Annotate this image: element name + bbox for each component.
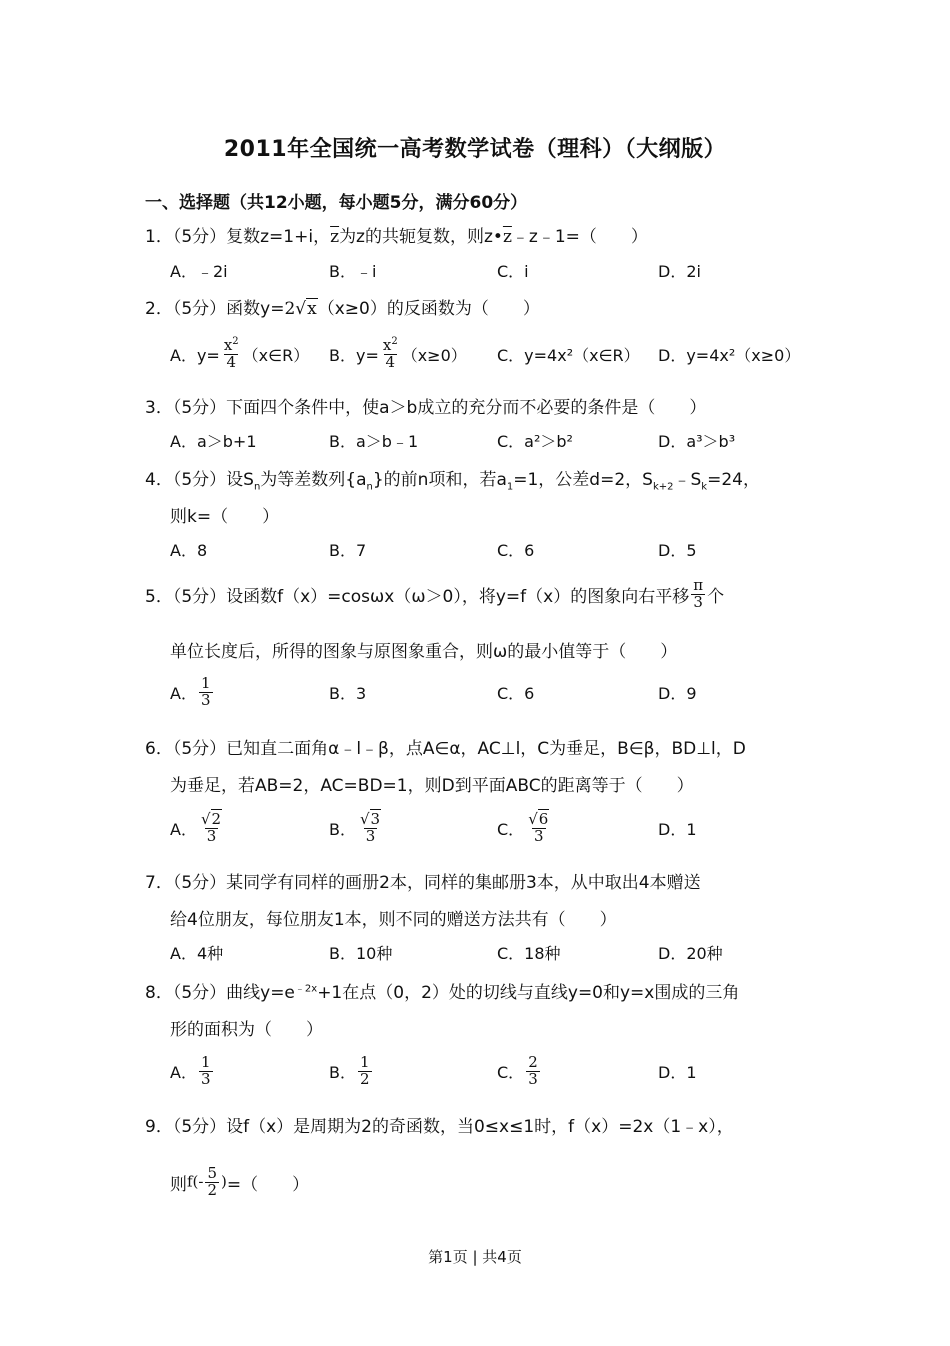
q4-sub-k: k bbox=[701, 481, 708, 493]
q8-option-b-prefix: B． bbox=[329, 1062, 356, 1082]
q4-sub-n: n bbox=[253, 481, 261, 493]
q8-option-a-fraction bbox=[199, 1052, 213, 1088]
question-9: 9．（5分）设f（x）是周期为2的奇函数，当0≤x≤1时，f（x）=2x（1﹣x）， bbox=[145, 1117, 734, 1137]
question-7: 7．（5分）某同学有同样的画册2本，同样的集邮册3本，从中取出4本赠送 bbox=[145, 873, 701, 893]
q2-option-a-denominator: 4 bbox=[226, 353, 237, 371]
question-2 bbox=[145, 294, 540, 319]
q6-option-a-fraction bbox=[199, 809, 224, 845]
q9-function-expression bbox=[187, 1163, 227, 1199]
q5-option-a bbox=[170, 672, 215, 712]
q8-option-b bbox=[329, 1051, 374, 1091]
q5-option-d: D．9 bbox=[658, 683, 697, 703]
q8-option-c-denominator: 3 bbox=[528, 1069, 538, 1088]
q9-f-close: ) bbox=[221, 1172, 227, 1190]
q2-option-b-domain: （x≥0） bbox=[401, 345, 467, 365]
q5-text-b: 个 bbox=[707, 586, 725, 607]
q1-option-d: D．2i bbox=[658, 261, 701, 281]
q8-option-b-fraction bbox=[358, 1052, 372, 1088]
q8-text-a: 8．（5分）曲线y=e bbox=[145, 983, 295, 1003]
q3-option-c: C．a²＞b² bbox=[497, 431, 573, 451]
q6-option-c-radicand: 6 bbox=[538, 809, 549, 828]
q5-fraction-pi-over-3 bbox=[691, 575, 705, 611]
question-3: 3．（5分）下面四个条件中，使a＞b成立的充分而不必要的条件是（ ） bbox=[145, 398, 707, 418]
q7-option-b: B．10种 bbox=[329, 943, 393, 963]
question-4 bbox=[145, 465, 760, 492]
exam-title: 2011年全国统一高考数学试卷（理科）（大纲版） bbox=[223, 137, 727, 162]
q2-option-a-exponent: 2 bbox=[232, 336, 239, 348]
q1-text-a: 1．（5分）复数z=1+i， bbox=[145, 227, 331, 247]
q2-option-a-domain: （x∈R） bbox=[242, 345, 310, 365]
q5-option-a-numerator: 1 bbox=[200, 673, 211, 692]
q6-option-c bbox=[497, 808, 553, 848]
q2-option-b bbox=[329, 334, 467, 374]
q8-option-b-numerator: 1 bbox=[359, 1052, 370, 1071]
q5-option-c: C．6 bbox=[497, 683, 535, 703]
q9-line-2 bbox=[170, 1162, 309, 1202]
q4-sub-k2: k+2 bbox=[652, 481, 674, 493]
q2-option-a-prefix: A．y= bbox=[170, 345, 220, 365]
q2-option-b-fraction bbox=[381, 337, 400, 371]
q8-option-b-denominator: 2 bbox=[359, 1069, 370, 1088]
q9-fraction-numerator: 5 bbox=[207, 1163, 218, 1182]
q6-option-c-fraction bbox=[526, 809, 551, 845]
q4-option-c: C．6 bbox=[497, 540, 535, 560]
q3-options bbox=[170, 420, 810, 460]
q2-radicand: x bbox=[307, 299, 317, 319]
q7-line-2: 给4位朋友，每位朋友1本，则不同的赠送方法共有（ ） bbox=[170, 910, 617, 930]
q1-option-b: B．﹣i bbox=[329, 261, 377, 281]
q5-option-a-denominator: 3 bbox=[200, 690, 211, 709]
q8-option-a-numerator: 1 bbox=[200, 1052, 211, 1071]
q2-text-a: 2．（5分）函数y= bbox=[145, 299, 285, 319]
question-1 bbox=[145, 222, 648, 247]
q6-options bbox=[170, 808, 810, 848]
q1-conjugate-z-2: $\overline{z}$ bbox=[502, 227, 512, 247]
q7-options bbox=[170, 932, 810, 972]
q5-options bbox=[170, 672, 810, 712]
q8-option-c-fraction bbox=[526, 1052, 540, 1088]
q6-option-a bbox=[170, 808, 226, 848]
q3-option-a: A．a＞b+1 bbox=[170, 431, 257, 451]
q6-option-a-prefix: A． bbox=[170, 819, 197, 839]
q2-text-b: （x≥0）的反函数为（ ） bbox=[317, 299, 540, 319]
q4-sub-n-2: n bbox=[366, 481, 373, 493]
q6-option-c-prefix: C． bbox=[497, 819, 525, 839]
q7-option-c: C．18种 bbox=[497, 943, 561, 963]
q1-text-c: ﹣z﹣1=（ ） bbox=[511, 227, 648, 247]
q4-option-d: D．5 bbox=[658, 540, 697, 560]
q2-option-b-denominator: 4 bbox=[385, 353, 396, 371]
page-footer: 第1页 | 共4页 bbox=[428, 1248, 522, 1266]
q6-option-b-denominator: 3 bbox=[365, 826, 376, 845]
q8-line-2: 形的面积为（ ） bbox=[170, 1020, 323, 1040]
q4-options bbox=[170, 529, 810, 569]
q5-option-a-fraction bbox=[199, 673, 213, 709]
q9-text-a: 则 bbox=[170, 1174, 187, 1195]
section-heading: 一、选择题（共12小题，每小题5分，满分60分） bbox=[145, 193, 528, 213]
q4-text-c: }的前n项和，若a bbox=[372, 470, 507, 490]
q4-text-e: ﹣S bbox=[673, 470, 702, 490]
q4-option-b: B．7 bbox=[329, 540, 367, 560]
q9-fraction bbox=[205, 1163, 219, 1199]
q6-option-c-sqrt: √6 bbox=[528, 809, 549, 828]
q4-text-b: 为等差数列{a bbox=[260, 470, 367, 490]
q6-option-b-fraction bbox=[358, 809, 383, 845]
q5-option-a-prefix: A． bbox=[170, 683, 197, 703]
q6-option-c-denominator: 3 bbox=[533, 826, 544, 845]
q2-option-d: D．y=4x²（x≥0） bbox=[658, 345, 801, 365]
q1-text-b: 为z的共轭复数，则z• bbox=[339, 227, 503, 247]
q9-fraction-denominator: 2 bbox=[207, 1180, 218, 1199]
q6-option-b-prefix: B． bbox=[329, 819, 356, 839]
q4-text-a: 4．（5分）设S bbox=[145, 470, 254, 490]
q1-option-c: C．i bbox=[497, 261, 529, 281]
q5-line-2: 单位长度后，所得的图象与原图象重合，则ω的最小值等于（ ） bbox=[170, 642, 678, 662]
q4-text-d: =1，公差d=2，S bbox=[513, 470, 653, 490]
q6-option-d: D．1 bbox=[658, 819, 697, 839]
q2-option-b-exponent: 2 bbox=[391, 336, 398, 348]
q8-option-c bbox=[497, 1051, 542, 1091]
q5-fraction-denominator: 3 bbox=[693, 592, 703, 611]
question-8 bbox=[145, 978, 739, 1003]
q2-coefficient: 2 bbox=[284, 299, 296, 319]
q7-option-a: A．4种 bbox=[170, 943, 224, 963]
q5-option-b: B．3 bbox=[329, 683, 367, 703]
q4-text-f: =24， bbox=[707, 470, 760, 490]
q2-option-a-numerator: x bbox=[223, 336, 233, 355]
q1-options bbox=[170, 250, 810, 290]
q6-option-b-radicand: 3 bbox=[370, 809, 381, 828]
q9-minus: - bbox=[198, 1172, 204, 1190]
q8-option-c-prefix: C． bbox=[497, 1062, 525, 1082]
q6-option-b-sqrt: √3 bbox=[359, 809, 381, 828]
q7-option-d: D．20种 bbox=[658, 943, 723, 963]
question-5 bbox=[145, 576, 724, 612]
q2-option-a-fraction bbox=[222, 337, 241, 371]
q2-option-a bbox=[170, 334, 309, 374]
q6-option-a-denominator: 3 bbox=[206, 826, 217, 845]
q8-exponent: ﹣2x bbox=[294, 983, 318, 995]
q4-line-2: 则k=（ ） bbox=[170, 507, 280, 527]
q3-option-b: B．a＞b﹣1 bbox=[329, 431, 419, 451]
q8-text-b: +1在点（0，2）处的切线与直线y=0和y=x围成的三角 bbox=[317, 983, 740, 1003]
q6-option-a-radicand: 2 bbox=[211, 809, 222, 828]
q9-text-b: =（ ） bbox=[226, 1174, 310, 1195]
q6-option-b bbox=[329, 808, 385, 848]
q6-option-a-sqrt: √2 bbox=[200, 809, 222, 828]
q5-fraction-numerator: π bbox=[693, 575, 704, 594]
q2-options bbox=[170, 334, 810, 374]
q9-f-open: f( bbox=[187, 1172, 199, 1190]
q2-sqrt-expression: 2√x bbox=[284, 299, 317, 319]
q3-option-d: D．a³＞b³ bbox=[658, 431, 736, 451]
q2-option-b-numerator: x bbox=[382, 336, 392, 355]
q6-line-2: 为垂足，若AB=2，AC=BD=1，则D到平面ABC的距离等于（ ） bbox=[170, 776, 694, 796]
q8-option-d: D．1 bbox=[658, 1062, 697, 1082]
q8-option-c-numerator: 2 bbox=[528, 1052, 538, 1071]
q1-conjugate-z: $\overline{z}$ bbox=[330, 227, 340, 247]
q8-option-a-denominator: 3 bbox=[200, 1069, 211, 1088]
q2-option-c: C．y=4x²（x∈R） bbox=[497, 345, 640, 365]
q2-option-b-prefix: B．y= bbox=[329, 345, 379, 365]
q4-option-a: A．8 bbox=[170, 540, 208, 560]
q8-options bbox=[170, 1051, 810, 1091]
q5-text-a: 5．（5分）设函数f（x）=cosωx（ω＞0），将y=f（x）的图象向右平移 bbox=[145, 586, 690, 607]
q8-option-a bbox=[170, 1051, 215, 1091]
q4-sub-1: 1 bbox=[506, 481, 514, 493]
q8-option-a-prefix: A． bbox=[170, 1062, 197, 1082]
q1-option-a: A．﹣2i bbox=[170, 261, 228, 281]
question-6: 6．（5分）已知直二面角α﹣l﹣β，点A∈α，AC⊥l，C为垂足，B∈β，BD⊥l，D bbox=[145, 739, 746, 759]
